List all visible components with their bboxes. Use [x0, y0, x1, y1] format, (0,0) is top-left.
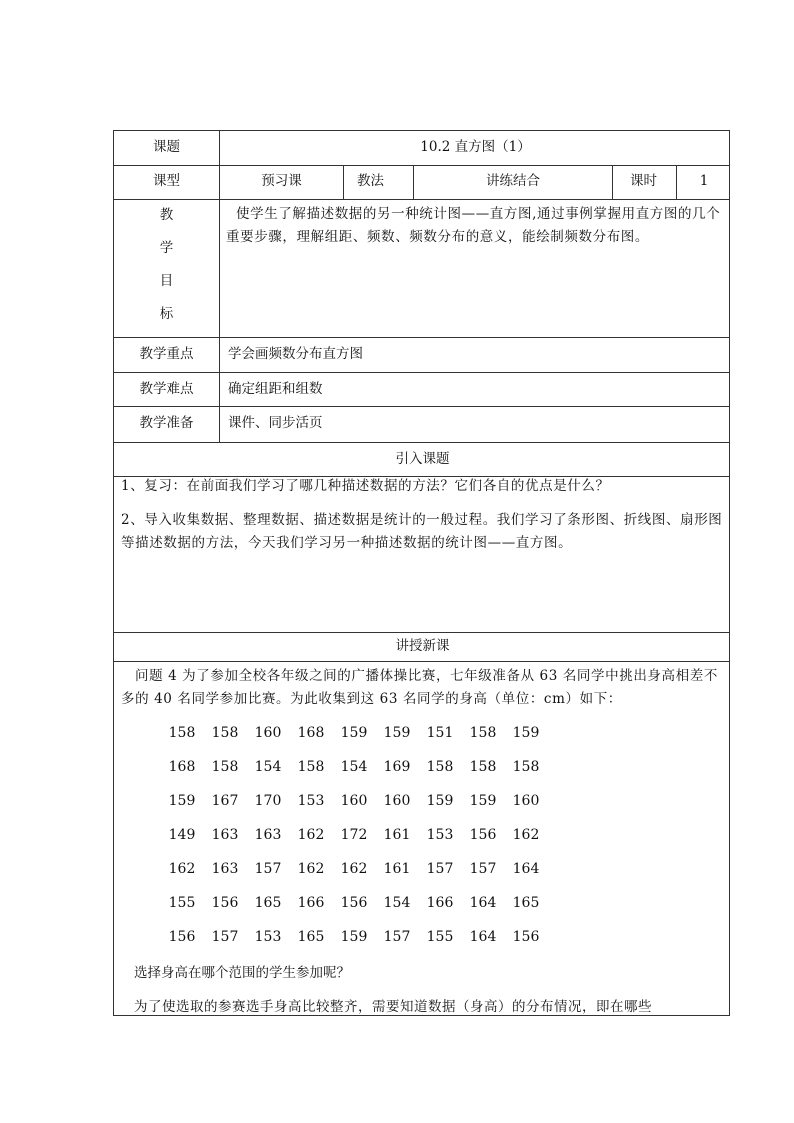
- height-value: 158: [211, 725, 239, 741]
- method-value: 讲练结合: [486, 173, 540, 189]
- height-value: 163: [254, 827, 282, 843]
- height-value: 160: [254, 725, 282, 741]
- type-label: 课型: [153, 173, 180, 189]
- height-value: 162: [168, 861, 196, 877]
- height-value: 165: [297, 929, 325, 945]
- height-value: 159: [383, 725, 411, 741]
- row-divider: [114, 337, 729, 338]
- period-value: 1: [699, 173, 709, 189]
- height-value: 169: [383, 759, 411, 775]
- height-value: 158: [426, 759, 454, 775]
- height-value: 164: [512, 861, 540, 877]
- height-value: 161: [383, 827, 411, 843]
- height-value: 165: [512, 895, 540, 911]
- row-divider: [114, 632, 729, 633]
- height-value: 157: [383, 929, 411, 945]
- key-point-text: 学会画频数分布直方图: [228, 346, 363, 362]
- height-value: 162: [297, 861, 325, 877]
- height-value: 154: [340, 759, 368, 775]
- height-value: 158: [211, 759, 239, 775]
- intro-paragraph-2: 2、导入收集数据、整理数据、描述数据是统计的一般过程。我们学习了条形图、折线图、扇形图等描述数据的方法，今天我们学习另一种描述数据的统计图——直方图。: [121, 512, 723, 551]
- goals-label: [114, 205, 219, 337]
- height-value: 155: [168, 895, 196, 911]
- method-label: 教法: [357, 173, 384, 189]
- height-value: 160: [340, 793, 368, 809]
- height-value: 159: [340, 929, 368, 945]
- height-value: 157: [254, 861, 282, 877]
- height-value: 158: [512, 759, 540, 775]
- type-value: 预习课: [261, 173, 302, 189]
- height-value: 165: [254, 895, 282, 911]
- height-value: 157: [211, 929, 239, 945]
- row-divider: [114, 406, 729, 407]
- height-value: 158: [168, 725, 196, 741]
- difficulty-text: 确定组距和组数: [228, 381, 323, 397]
- column-divider: [343, 165, 344, 199]
- key-point-label: 教学重点: [139, 346, 194, 362]
- row-divider: [114, 442, 729, 443]
- height-value: 153: [297, 793, 325, 809]
- height-value: 156: [512, 929, 540, 945]
- difficulty-label: 教学难点: [139, 381, 194, 397]
- goals-label-char: 学: [159, 240, 174, 256]
- height-value: 160: [512, 793, 540, 809]
- intro-title: 引入课题: [395, 451, 450, 467]
- height-value: 159: [469, 793, 497, 809]
- height-value: 161: [383, 861, 411, 877]
- height-value: 170: [254, 793, 282, 809]
- answer-text: 为了使选取的参赛选手身高比较整齐，需要知道数据（身高）的分布情况，即在哪些: [134, 999, 652, 1015]
- height-value: 159: [340, 725, 368, 741]
- problem-text: 问题 4 为了参加全校各年级之间的广播体操比赛，七年级准备从 63 名同学中挑出身高相差不多的 40 名同学参加比赛。为此收集到这 63 名同学的身高（单位：cm）如下：: [121, 668, 718, 707]
- height-value: 155: [426, 929, 454, 945]
- topic-value: 10.2 直方图（1）: [420, 139, 531, 155]
- height-value: 154: [254, 759, 282, 775]
- height-value: 162: [512, 827, 540, 843]
- column-divider: [612, 165, 613, 199]
- height-value: 168: [168, 759, 196, 775]
- period-label: 课时: [630, 173, 657, 189]
- height-value: 158: [469, 759, 497, 775]
- height-value: 156: [168, 929, 196, 945]
- row-divider: [114, 661, 729, 662]
- goals-label-char: 标: [159, 306, 174, 322]
- height-value: 153: [426, 827, 454, 843]
- height-value: 156: [340, 895, 368, 911]
- height-value: 168: [297, 725, 325, 741]
- height-value: 159: [426, 793, 454, 809]
- height-value: 167: [211, 793, 239, 809]
- height-value: 156: [469, 827, 497, 843]
- row-divider: [114, 199, 729, 200]
- lesson-title: 讲授新课: [395, 638, 450, 654]
- height-value: 157: [469, 861, 497, 877]
- height-value: 153: [254, 929, 282, 945]
- height-value: 159: [512, 725, 540, 741]
- height-value: 157: [426, 861, 454, 877]
- question-text: 选择身高在哪个范围的学生参加呢？: [134, 965, 350, 981]
- height-value: 158: [469, 725, 497, 741]
- goals-label-char: 教: [159, 207, 174, 223]
- height-value: 158: [297, 759, 325, 775]
- height-value: 160: [383, 793, 411, 809]
- goals-label-char: 目: [159, 273, 174, 289]
- height-value: 163: [211, 827, 239, 843]
- topic-label: 课题: [153, 139, 180, 155]
- height-value: 166: [426, 895, 454, 911]
- prep-text: 课件、同步活页: [228, 415, 323, 431]
- height-value: 156: [211, 895, 239, 911]
- height-value: 151: [426, 725, 454, 741]
- height-value: 162: [340, 861, 368, 877]
- height-value: 162: [297, 827, 325, 843]
- height-value: 159: [168, 793, 196, 809]
- height-value: 149: [168, 827, 196, 843]
- height-value: 166: [297, 895, 325, 911]
- row-divider: [114, 165, 729, 166]
- height-value: 164: [469, 895, 497, 911]
- goals-text: 使学生了解描述数据的另一种统计图——直方图,通过事例掌握用直方图的几个重要步骤，理解组距、频数、频数分布的意义，能绘制频数分布图。: [226, 206, 721, 245]
- height-value: 172: [340, 827, 368, 843]
- height-value: 164: [469, 929, 497, 945]
- lesson-plan-table: [113, 130, 730, 1016]
- height-value: 163: [211, 861, 239, 877]
- intro-paragraph-1: 1、复习：在前面我们学习了哪几种描述数据的方法？它们各自的优点是什么？: [121, 478, 610, 494]
- prep-label: 教学准备: [139, 415, 194, 431]
- height-value: 154: [383, 895, 411, 911]
- row-divider: [114, 372, 729, 373]
